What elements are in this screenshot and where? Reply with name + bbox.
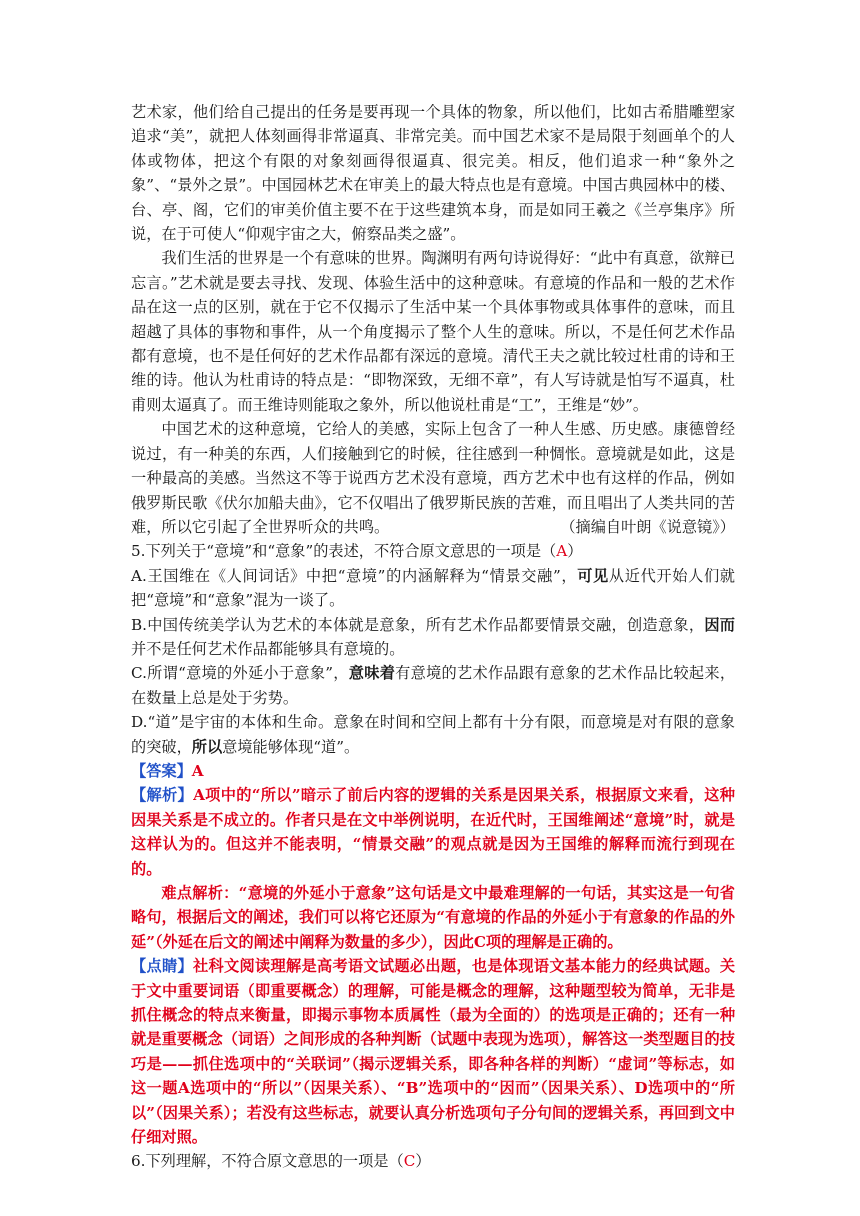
answer-tag: 【答案】 xyxy=(131,761,192,780)
analysis-text: A项中的“所以”暗示了前后内容的逻辑的关系是因果关系，根据原文来看，这种因果关系是不成立的。作者只是在文中举例说明，在近代时，王国维阐述“意境”时，就是这样认为的。但这并不能表明，“情景交融”的观点就是因为王国维的解释而流行到现在的。 xyxy=(131,786,735,878)
option-b-text-1: B.中国传统美学认为艺术的本体就是意象，所有艺术作品都要情景交融，创造意象， xyxy=(131,615,705,634)
answer-value: A xyxy=(191,761,204,780)
question-6-close-paren: ） xyxy=(415,1152,431,1171)
question-6-text: 6.下列理解，不符合原文意思的一项是（ xyxy=(131,1152,404,1171)
question-5-stem xyxy=(131,539,735,563)
option-c-text-2: 有意境的艺术作品跟有意象的艺术作品比较起来，在数量上总是处于劣势。 xyxy=(131,664,736,707)
passage-paragraph-1: 艺术家，他们给自己提出的任务是要再现一个具体的物象，所以他们，比如古希腊雕塑家追求“美”，就把人体刻画得非常逼真、非常完美。而中国艺术家不是局限于刻画单个的人体或物体，把这个有限的对象刻画得很逼真、很完美。相反，他们追求一种“象外之象”、“景外之景”。中国园林艺术在审美上的最大特点也是有意境。中国古典园林中的楼、台、亭、阁，它们的审美价值主要不在于这些建筑本身，而是如同王羲之《兰亭集序》所说，在于可使人“仰观宇宙之大，俯察品类之盛”。 xyxy=(131,103,735,244)
source-citation: （摘编自叶朗《说意镜》） xyxy=(560,517,735,536)
question-5-text: 5.下列关于“意境”和“意象”的表述，不符合原文意思的一项是（ xyxy=(131,542,557,561)
tip-paragraph xyxy=(131,954,735,1149)
question-6-stem xyxy=(131,1149,735,1173)
option-a xyxy=(131,564,735,613)
option-d-text-2: 意境能够体现“道”。 xyxy=(222,737,360,756)
option-d-keyword: 所以 xyxy=(191,737,223,756)
option-c-text-1: C.所谓“意境的外延小于意象”， xyxy=(131,664,349,683)
option-b-text-2: 并不是任何艺术作品都能够具有意境的。 xyxy=(131,639,405,658)
tip-tag: 【点睛】 xyxy=(131,957,193,976)
option-d-text-1: D.“道”是宇宙的本体和生命。意象在时间和空间上都有十分有限，而意境是对有限的意象的突破， xyxy=(131,713,735,756)
tip-text: 社科文阅读理解是高考语文试题必出题，也是体现语文基本能力的经典试题。关于文中重要词语（即重要概念）的理解，可能是概念的理解，这种题型较为简单，无非是抓住概念的特点来衡量，即揭示事物本质属性（最为全面的）的选项是正确的；还有一种就是重要概念（词语）之间形成的各种判断（试题中表现为选项），解答这一类型题目的技巧是——抓住选项中的“关联词”（揭示逻辑关系，即各种各样的判断）“虚词”等标志，如这一题A选项中的“所以”（因果关系）、“B”选项中的“因而”（因果关系）、D选项中的“所以”（因果关系）；若没有这些标志，就要认真分析选项句子分句间的逻辑关系，再回到文中仔细对照。 xyxy=(131,957,736,1147)
answer-line xyxy=(131,759,735,783)
analysis-paragraph xyxy=(131,783,735,881)
option-a-text-1: A.王国维在《人间词话》中把“意境”的内涵解释为“情景交融”， xyxy=(131,566,578,585)
difficulty-paragraph: 难点解析：“意境的外延小于意象”这句话是文中最难理解的一句话，其实这是一句省略句，根据后文的阐述，我们可以将它还原为“有意境的作品的外延小于有意象的作品的外延”（外延在后文的阐述中阐释为数量的多少），因此C项的理解是正确的。 xyxy=(131,884,735,951)
option-d xyxy=(131,710,735,759)
option-c-keyword: 意味着 xyxy=(348,664,396,683)
passage-paragraph-3: 中国艺术的这种意境，它给人的美感，实际上包含了一种人生感、历史感。康德曾经说过，有一种美的东西，人们接触到它的时候，往往感到一种惆怅。意境就是如此，这是一种最高的美感。当然这不等于说西方艺术没有意境，西方艺术中也有这样的作品，例如俄罗斯民歌《伏尔加船夫曲》，它不仅唱出了俄罗斯民族的苦难，而且唱出了人类共同的苦难，所以它引起了全世界听众的共鸣。 xyxy=(131,420,735,536)
document-page xyxy=(131,100,735,1174)
question-5-answer-letter: A xyxy=(556,542,568,561)
option-a-keyword: 可见 xyxy=(577,566,609,585)
option-c xyxy=(131,661,735,710)
option-a-text-2: 从近代开始人们就把“意境”和“意象”混为一谈了。 xyxy=(131,566,735,610)
option-b xyxy=(131,613,735,662)
question-6-answer-letter: C xyxy=(403,1152,416,1171)
analysis-tag: 【解析】 xyxy=(131,786,194,805)
passage-paragraph-2: 我们生活的世界是一个有意味的世界。陶渊明有两句诗说得好：“此中有真意，欲辩已忘言。”艺术就是要去寻找、发现、体验生活中的这种意味。有意境的作品和一般的艺术作品在这一点的区别，就在于它不仅揭示了生活中某一个具体事物或具体事件的意味，而且超越了具体的事物和事件，从一个角度揭示了整个人生的意味。所以，不是任何艺术作品都有意境，也不是任何好的艺术作品都有深远的意境。清代王夫之就比较过杜甫的诗和王维的诗。他认为杜甫诗的特点是：“即物深致，无细不章”，有人写诗就是怕写不逼真，杜甫则太逼真了。而王维诗则能取之象外，所以他说杜甫是“工”，王维是“妙”。 xyxy=(131,249,735,414)
question-5-close-paren: ） xyxy=(567,542,583,561)
option-b-keyword: 因而 xyxy=(704,615,735,634)
